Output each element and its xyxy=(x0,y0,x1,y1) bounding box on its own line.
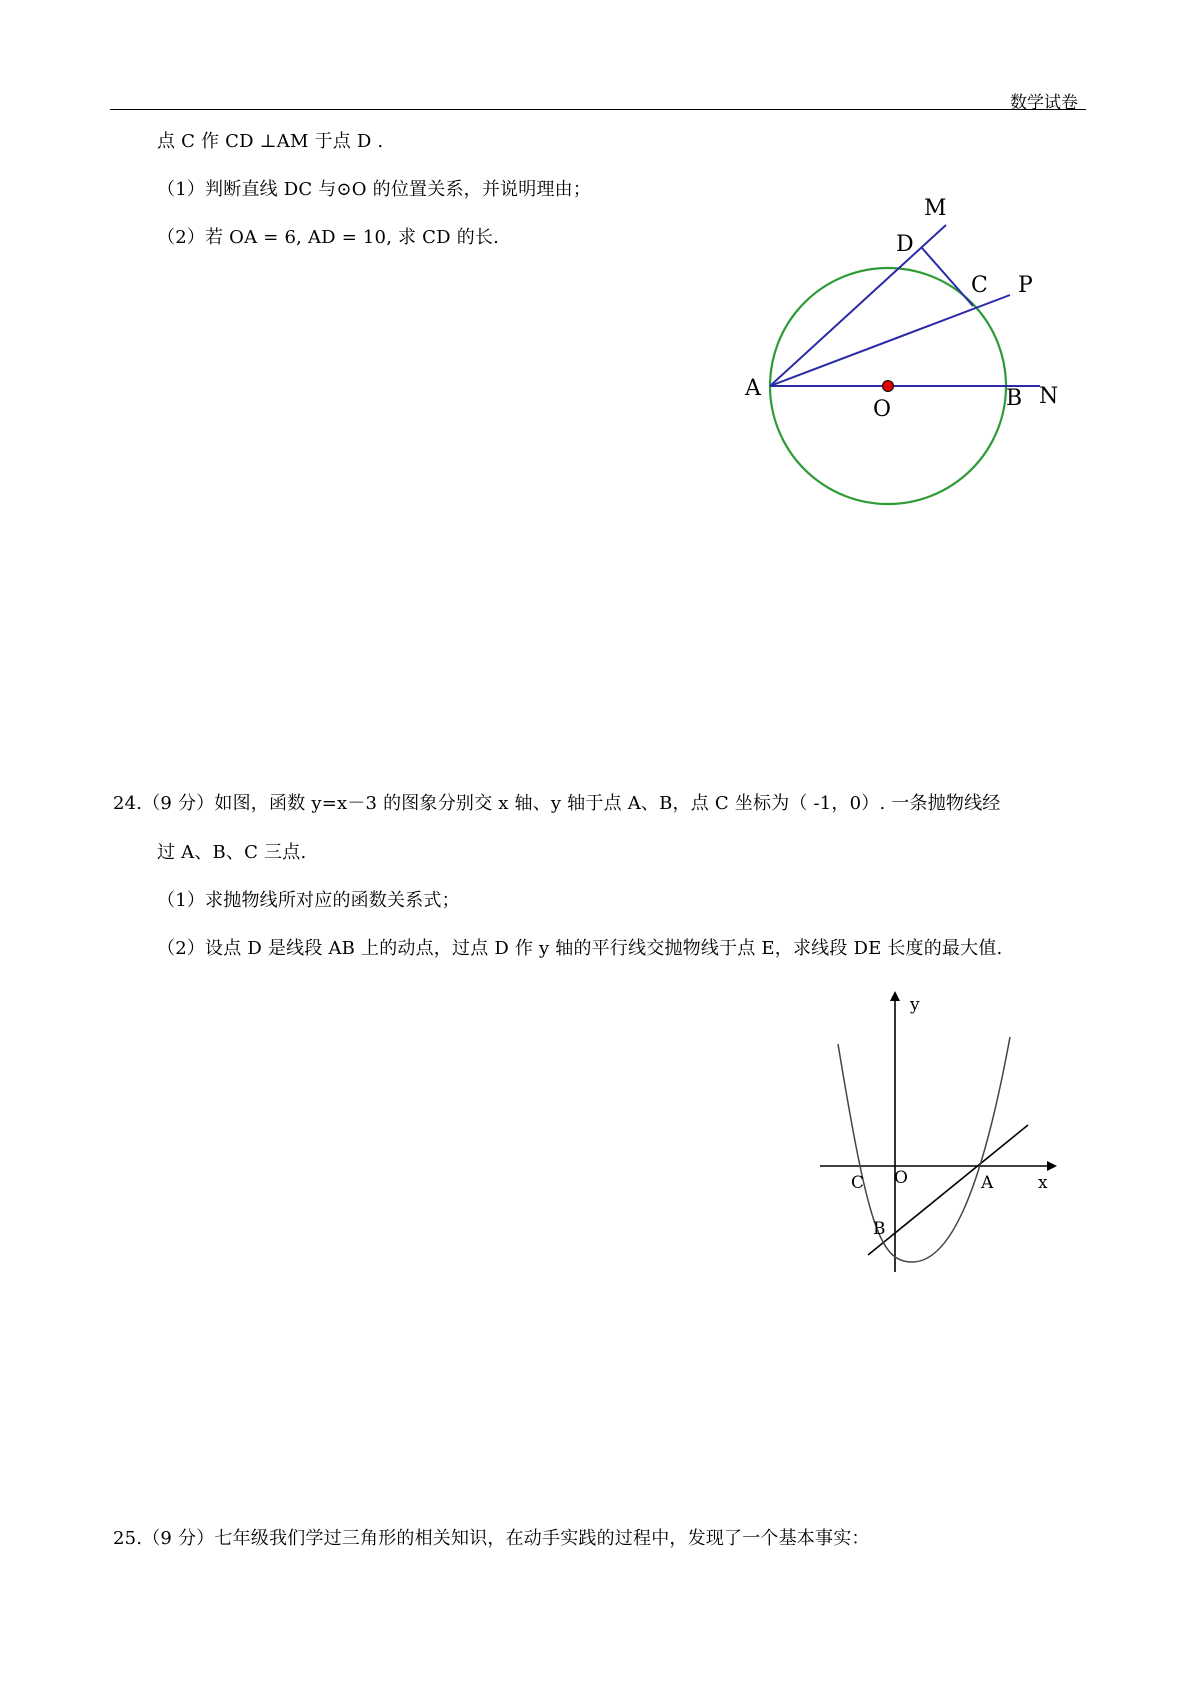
label-b: B xyxy=(1006,386,1023,411)
label-x: x xyxy=(1038,1173,1048,1193)
label-b: B xyxy=(873,1219,886,1239)
segment-cd xyxy=(922,248,973,306)
q24-part1: （1）求抛物线所对应的函数关系式； xyxy=(157,890,460,911)
q23-part1: （1）判断直线 DC 与⊙O 的位置关系，并说明理由； xyxy=(157,179,592,200)
q25-line1: 25.（9 分）七年级我们学过三角形的相关知识，在动手实践的过程中，发现了一个基本事实： xyxy=(113,1528,870,1549)
q23-continuation: 点 C 作 CD ⊥AM 于点 D . xyxy=(157,131,384,152)
line-ab xyxy=(868,1125,1028,1255)
q24-line2: 过 A、B、C 三点. xyxy=(157,842,307,863)
label-a: A xyxy=(745,376,761,401)
label-d: D xyxy=(896,232,914,257)
center-point-o xyxy=(883,381,894,392)
q24-parabola-figure xyxy=(810,985,1060,1275)
label-o: O xyxy=(873,397,892,422)
label-o: O xyxy=(894,1168,908,1188)
label-p: P xyxy=(1018,273,1033,298)
header-divider xyxy=(110,109,1086,110)
page-header-title: 数学试卷 xyxy=(1010,93,1078,113)
label-n: N xyxy=(1039,384,1059,409)
q24-line1: 24.（9 分）如图，函数 y=x－3 的图象分别交 x 轴、y 轴于点 A、B，点 C 坐标为（ -1，0）. 一条抛物线经 xyxy=(113,793,1001,814)
label-c: C xyxy=(851,1173,865,1193)
parabola xyxy=(838,1037,1010,1262)
ray-ap xyxy=(770,295,1010,386)
label-y: y xyxy=(910,995,920,1015)
label-a: A xyxy=(981,1173,994,1193)
q24-part2: （2）设点 D 是线段 AB 上的动点，过点 D 作 y 轴的平行线交抛物线于点 E，求线段 DE 长度的最大值. xyxy=(157,938,1003,959)
label-c: C xyxy=(971,273,988,298)
label-m: M xyxy=(924,196,947,221)
q23-circle-figure xyxy=(740,190,1070,520)
ray-am xyxy=(770,225,946,386)
q23-part2: （2）若 OA = 6, AD = 10, 求 CD 的长. xyxy=(157,227,500,248)
